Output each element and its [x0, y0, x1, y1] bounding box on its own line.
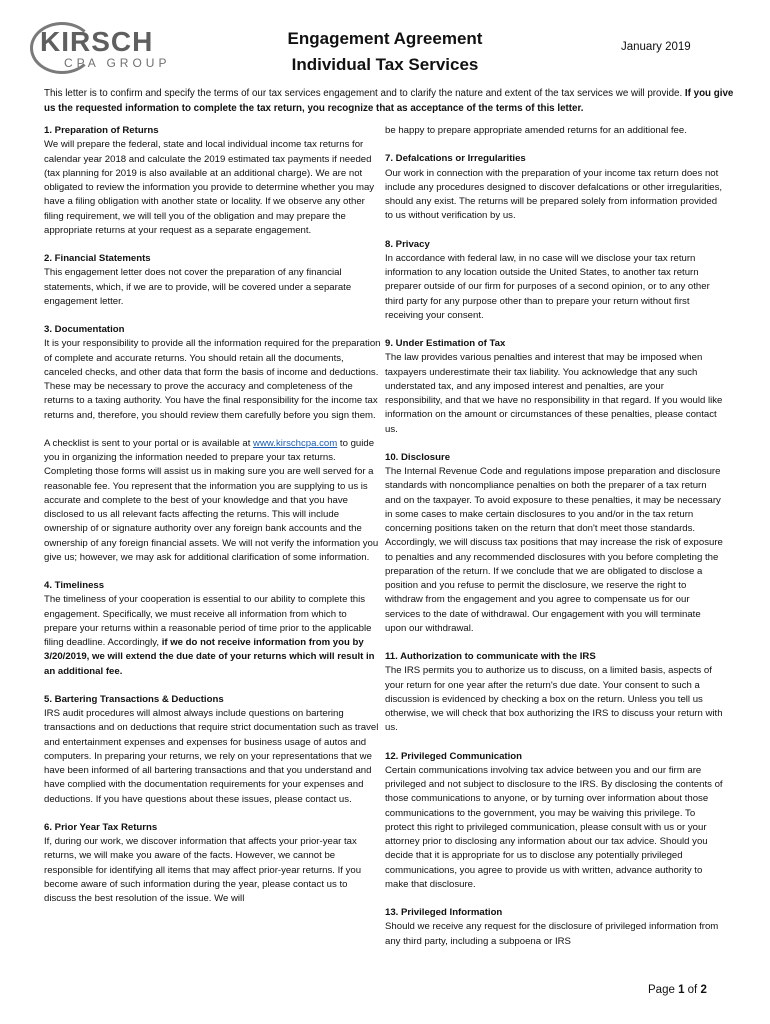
section-heading: 8. Privacy: [385, 238, 430, 250]
section-body: We will prepare the federal, state and local individual income tax returns for calendar year 2018 and calculate the 2019 estimated tax payments if needed (tax planning for 2019 is also available at an additional charge). We are not obligated to review the information you provide to determine whether you may have a filing obligation with another state or locality. If we observe any other filing requirement, we will tell you of the obligation and may prepare the appropriate returns at your request as a separate engagement.: [44, 139, 375, 236]
left-column: [44, 124, 382, 920]
page-word: Page: [648, 984, 679, 996]
section-privileged-information: [385, 906, 723, 949]
section-defalcations: [385, 152, 723, 223]
website-link[interactable]: www.kirschcpa.com: [253, 437, 338, 449]
section-documentation: [44, 323, 382, 423]
section-heading: 9. Under Estimation of Tax: [385, 338, 506, 349]
section-timeliness: [44, 579, 382, 679]
section-body: be happy to prepare appropriate amended returns for an additional fee.: [385, 125, 687, 136]
logo-subtitle: CPA GROUP: [64, 56, 171, 70]
section-body: Should we receive any request for the disclosure of privileged information from any third party, including a subpoena or IRS: [385, 921, 719, 947]
section-continuation: [385, 124, 723, 138]
section-privacy: [385, 238, 723, 324]
section-body: [44, 437, 382, 565]
section-documentation-checklist: [44, 437, 382, 565]
logo-wordmark: KIRSCH: [40, 26, 154, 57]
section-body: IRS audit procedures will almost always include questions on bartering transactions and on deductions that require strict documentation such as travel and entertainment expenses and expenses for business usage of autos and computers. In preparing your returns, we rely on your representations that we have been informed of all bartering transactions and that you understand and have complied with the documentation requirements for your expenses and deductions. If you have questions about these issues, please contact us.: [44, 708, 379, 805]
page-current: 1: [678, 984, 685, 996]
section-body: If, during our work, we discover information that affects your prior-year tax returns, we will make you aware of the facts. However, we cannot be responsible for identifying all items that may affect prior-year returns. If you become aware of such information during the year, please contact us to discuss the best resolution of the issue. We will: [44, 836, 362, 904]
section-privileged-communication: [385, 750, 723, 893]
section-heading: 1. Preparation of Returns: [44, 125, 159, 136]
section-financial-statements: [44, 252, 382, 309]
title-line-2: Individual Tax Services: [291, 55, 479, 74]
section-heading: 7. Defalcations or Irregularities: [385, 153, 526, 165]
section-heading: 11. Authorization to communicate with the IRS: [385, 651, 596, 662]
section-body: The law provides various penalties and interest that may be imposed when taxpayers underestimate their tax liability. You acknowledge that any such understated tax, and any imposed interest and penalties, are your responsibility, and that we have no responsibility in that regard. If you would like information on the amount or circumstances of these penalties, please contact us.: [385, 352, 723, 435]
section-body: It is your responsibility to provide all the information required for the preparation of complete and accurate returns. You should retain all the documents, canceled checks, and other data that form the basis of income and deductions. These may be necessary to prove the accuracy and completeness of the returns to a taxing authority. You have the final responsibility for the income tax returns and, therefore, you should review them carefully before you sign them.: [44, 338, 381, 421]
timeliness-bold-text: if we do not receive information from you by 3/20/2019, we will extend the due date of your returns which will result in an additional fee.: [44, 637, 375, 677]
title-line-1: Engagement Agreement: [287, 29, 483, 48]
document-date: January 2019: [621, 41, 691, 53]
of-word: of: [684, 984, 701, 996]
section-body: [44, 593, 382, 679]
section-body: The IRS permits you to authorize us to discuss, on a limited basis, aspects of your return for one year after the return's due date. Your consent to such a discussion is evidenced by checking a box on the return. Unless you tell us otherwise, we will check that box authorizing the IRS to discuss your return with us.: [385, 665, 723, 734]
section-body: In accordance with federal law, in no case will we disclose your tax return information to any location outside the United States, to another tax return preparer outside of our firm for purposes of a second opinion, or to any other third party for any purpose other than to prepare your return without first receiving your consent.: [385, 252, 710, 321]
section-heading: 10. Disclosure: [385, 451, 451, 463]
section-body: This engagement letter does not cover the preparation of any financial statements, which, if we are to provide, will be covered under a separate engagement letter.: [44, 267, 352, 307]
section-prior-year-returns: [44, 821, 382, 907]
intro-text: This letter is to confirm and specify the terms of our tax services engagement and to clarify the nature and extent of the tax services we will provide.: [44, 88, 685, 99]
section-bartering: [44, 693, 382, 807]
page-number: [648, 984, 707, 996]
section-under-estimation: [385, 337, 723, 437]
section-body: The Internal Revenue Code and regulations impose preparation and disclosure standards with noncompliance penalties on both the preparer of a tax return and on the taxpayer. To avoid exposure to these penalties, it may be necessary in some cases to make certain disclosures to you and/or in the tax return concerning positions taken on the return that don't meet those standards. Accordingly, we will discuss tax positions that may increase the risk of exposure to penalties and any recommended disclosures with you before completing the preparation of the return. If we conclude that we are obligated to disclose a position and you refuse to permit the disclosure, we reserve the right to withdraw from the engagement and you agree to compensate us for our services to the date of withdrawal. Our engagement with you will terminate upon our withdrawal.: [385, 466, 723, 634]
intro-bold-text: If you give us the requested information to complete the tax return, you recognize that as acceptance of the terms of this letter.: [44, 88, 734, 114]
checklist-text-pre: A checklist is sent to your portal or is available at: [44, 437, 254, 449]
intro-paragraph: [44, 86, 734, 116]
section-heading: 13. Privileged Information: [385, 907, 503, 918]
section-heading: 5. Bartering Transactions & Deductions: [44, 693, 224, 705]
section-irs-authorization: [385, 650, 723, 736]
checklist-text-post: to guide you in organizing the information needed to prepare your tax returns. Completing those forms will assist us in making sure you are well served for a reasonable fee. You represent that the information you are supplying to us is accurate and complete to the best of your knowledge and that you have disclosed to us all relevant facts affecting the returns. This will include ownership of or signature authority over any foreign bank accounts and the ownership of any foreign financial assets. We will not verify the information you give us; however, we may ask for additional clarification of some information.: [44, 437, 379, 563]
section-heading: 6. Prior Year Tax Returns: [44, 821, 158, 833]
section-body: Certain communications involving tax advice between you and our firm are privileged and not subject to disclosure to the IRS. By disclosing the contents of those communications to anyone, or by turning over information about those communications to the government, you may be waiving this privilege. To protect this right to privileged communication, please consult with us or your attorney prior to disclosing any information about our tax advice. Should you decide that it is appropriate for us to disclose any potentially privileged communications, you agree to provide us with written, advance authority to make that disclosure.: [385, 764, 723, 890]
section-disclosure: [385, 451, 723, 636]
page-total: 2: [700, 984, 707, 996]
section-heading: 3. Documentation: [44, 324, 125, 335]
section-heading: 2. Financial Statements: [44, 253, 151, 264]
section-heading: 12. Privileged Communication: [385, 750, 523, 762]
section-heading: 4. Timeliness: [44, 580, 105, 591]
section-body: Our work in connection with the preparation of your income tax return does not include any procedures designed to discover defalcations or other irregularities, should any exist. The returns will be prepared solely from information provided to us without verification by us.: [385, 167, 723, 222]
section-preparation-of-returns: [44, 124, 382, 238]
right-column: [385, 124, 723, 963]
timeliness-text: The timeliness of your cooperation is essential to our ability to complete this engagement. Specifically, we must receive all information from which to prepare your returns within a reasonable period of time prior to the applicable filing deadline. Accordingly,: [44, 594, 372, 648]
